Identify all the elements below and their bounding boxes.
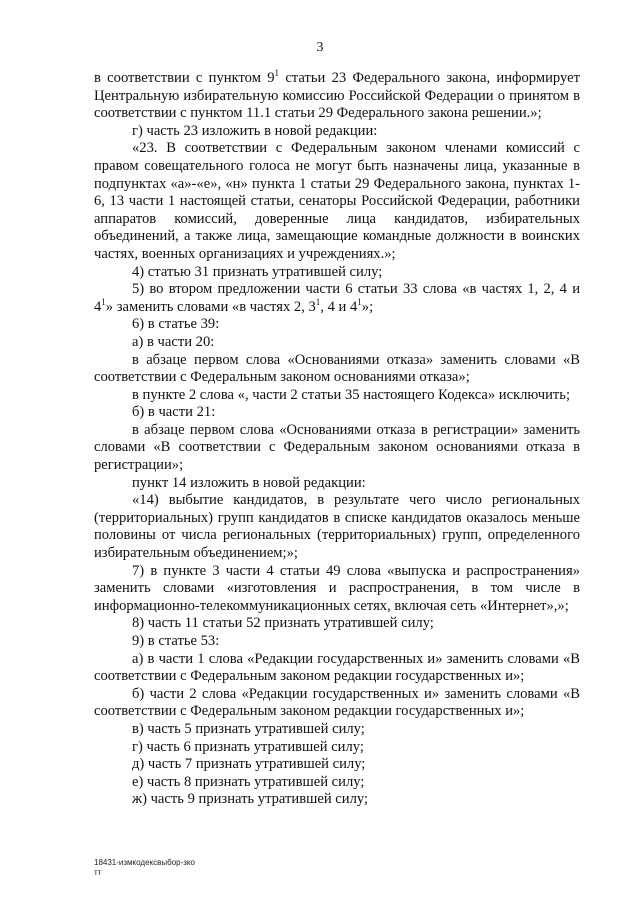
footer-initials: тт [94,868,102,877]
paragraph: г) часть 23 изложить в новой редакции: [132,122,378,139]
paragraph: 8) часть 11 статьи 52 признать утратившей силу; [132,615,434,632]
document-body [94,70,580,809]
paragraph: 4) статью 31 признать утратившей силу; [132,263,383,280]
paragraph: в пункте 2 слова «, части 2 статьи 35 настоящего Кодекса» исключить; [132,386,571,403]
paragraph: б) части 2 слова «Редакции государственных и» заменить словами «В соответствии с Федеральным законом редакции государственных и»; [94,685,580,720]
footer-code: 18431-измкодексвыбор-зко [94,858,195,867]
paragraph: ж) часть 9 признать утратившей силу; [132,791,369,808]
paragraph: «23. В соответствии с Федеральным законом членами комиссий с правом совещательного голоса не могут быть назначены лица, указанные в подпунктах «а»-«е», «н» пункта 1 статьи 29 Федерального закона, пунктах 1-6, 13 части 1 настоящей статьи, сенаторы Российской Федерации, работники аппаратов комиссий, доверенные лица кандидатов, избирательных объединений, а также лица, замещающие командные должности в воинских частях, военных организациях и учреждениях.»; [94,140,580,262]
paragraph: в) часть 5 признать утратившей силу; [132,720,365,737]
document-footer [94,858,195,878]
paragraph: д) часть 7 признать утратившей силу; [132,756,366,773]
paragraph: е) часть 8 признать утратившей силу; [132,773,365,790]
paragraph: 7) в пункте 3 части 4 статьи 49 слова «выпуска и распространения» заменить словами «изготовления и распространения, в том числе в информационно-телекоммуникационных сетях, включая сеть «Интернет»,»; [94,562,580,614]
paragraph: «14) выбытие кандидатов, в результате чего число региональных (территориальных) групп кандидатов в списке кандидатов оказалось меньше половины от числа региональных (территориальных) групп, определенного избирательным объединением;»; [94,492,580,562]
paragraph: а) в части 20: [132,333,215,350]
paragraph: 6) в статье 39: [132,316,220,333]
paragraph: 5) во втором предложении части 6 статьи 33 слова «в частях 1, 2, 4 и $4^1$» заменить словами «в частях 2, $3^1$, 4 и $4^1$»; [94,281,580,315]
paragraph: в абзаце первом слова «Основаниями отказа» заменить словами «В соответствии с Федеральным законом основаниями отказа»; [94,351,580,386]
paragraph: а) в части 1 слова «Редакции государственных и» заменить словами «В соответствии с Федеральным законом редакции государственных и»; [94,650,580,685]
paragraph: пункт 14 изложить в новой редакции: [132,474,366,491]
paragraph: б) в части 21: [132,404,216,421]
paragraph: 9) в статье 53: [132,633,220,649]
paragraph: в абзаце первом слова «Основаниями отказа в регистрации» заменить словами «В соответствии с Федеральным законом основаниями отказа в регистрации»; [94,421,580,474]
paragraph-continuation: в соответствии с пунктом $9^1$ статьи 23 Федерального закона, информирует Центральную избирательную комиссию Российской Федерации о принятом в соответствии с пунктом 11.1 статьи 29 Федерального закона решении.»; [94,68,580,122]
page-number: 3 [316,40,324,55]
paragraph: г) часть 6 признать утратившей силу; [132,738,364,755]
